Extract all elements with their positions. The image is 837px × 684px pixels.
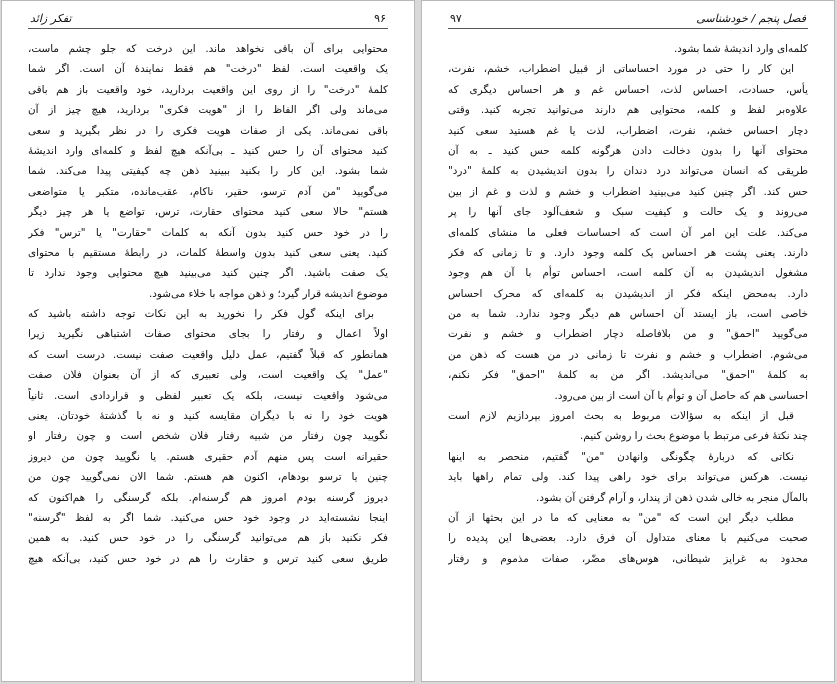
left-page-header — [28, 10, 388, 29]
text-line: اولاً اعمال و رفتار را بجای محتوای صفات اشتباهی نگیرید زیرا — [28, 328, 388, 341]
text-line: اینجا نشسته‌اید در وجود خود حس می‌کنید. شما اگر به لفظ "گرسنه" — [28, 511, 388, 524]
text-line: موضوع اندیشه قرار گیرد؛ و ذهن مواجه با خلاء می‌شود. — [148, 287, 388, 300]
text-line: می‌روند و یک حالت و کیفیت سبک و شعف‌آلود جای آنها را پر — [448, 206, 808, 219]
text-line: کلمهٔ "درخت" را از روی این واقعیت بردارید، خود واقعیت باز هم باقی — [28, 83, 388, 96]
text-line: این کار را حتی در مورد احساساتی از قبیل اضطراب، خشم، نفرت، — [448, 63, 794, 76]
text-line: احساسی هم که حاصل آن و توأم با آن است از بین می‌رود. — [554, 389, 808, 402]
text-line: صحبت می‌کنیم با معنای متداول آن فرق دارد. بعضی‌ها این پدیده را — [448, 532, 808, 545]
text-line: نگویید چون رفتار من شبیه رفتار فلان شخص است و چون رفتار او — [28, 430, 388, 443]
right-page-body — [448, 39, 808, 569]
text-line: نکاتی که دربارهٔ چگونگی وانهادن "من" گفتیم، منحصر به اینها — [448, 450, 794, 463]
text-line: باقی نمی‌ماند. یکی از صفات هویت فکری را در نظر بگیرید و سعی — [28, 124, 388, 137]
text-line: حس کند. اگر چنین کنید می‌بینید اضطراب و خشم و لذت و غم از بین — [448, 185, 808, 198]
text-line: را در خود حس کنید بدون آنکه به کلمات "حقارت" یا "ترس" فکر — [28, 226, 388, 239]
text-line: محتوای آنها را بدون دخالت دادن هرگونه کلمه حس کنید ـ به آن — [448, 144, 808, 157]
text-line: چند نکتهٔ فرعی مرتبط با موضوع بحث را روشن کنیم. — [579, 430, 808, 443]
text-line: می‌شود واقعیت نیست، بلکه یک تعبیر لفظی و قراردادی است. ثانیاً — [28, 389, 388, 402]
text-line: طریقی که انسان می‌تواند درد دندان را بدون اندیشیدن به کلمهٔ "درد" — [448, 165, 808, 178]
text-line: محدود به غرایز شیطانی، هوس‌های مضّر، صفات مذموم و رفتار — [448, 552, 808, 565]
text-line: نیست. هرکس می‌تواند برای خود راهی پیدا کند. ولی تمام راهها باید — [448, 471, 808, 484]
text-line: مشغول اندیشیدن به آن کلمه است، احساس توأم با آن هم وجود — [448, 267, 808, 280]
text-line: هستم" حالا سعی کنید محتوای حقارت، ترس، تواضع یا هر چیز دیگر — [28, 206, 388, 219]
text-line: طریق سعی کنید ترس و حقارت را هم در خود حس کنید، بی‌آنکه هیچ — [28, 552, 388, 565]
text-line: دیروز گرسنه بودم امروز هم گرسنه‌ام. بلکه گرسنگی را هم‌اکنون که — [28, 491, 388, 504]
text-line: دچار احساس خشم، نفرت، اضطراب، لذت یا غم هستید سعی کنید — [448, 124, 808, 137]
text-line: شما بشود. این کار را بکنید ببینید ذهن چه کیفیتی پیدا می‌کند. شما — [28, 165, 388, 178]
text-line: می‌گویید "احمق" و من بلافاصله دچار اضطراب و خشم و نفرت — [448, 328, 808, 341]
text-line: خاصی است، باز ایستد آن احساس هم دیگر وجود ندارد. شما به من — [448, 308, 808, 321]
text-line: قبل از اینکه به سؤالات مربوط به بحث امروز بپردازیم لازم است — [448, 410, 794, 423]
text-line: دارد. به‌محض اینکه فکر از اندیشیدن به کلمه‌ای که محرک احساس — [448, 287, 808, 300]
text-line: محتوایی برای آن باقی نخواهد ماند. این درخت که جلو چشم ماست، — [28, 43, 388, 55]
text-line: بالمآل منجر به خالی شدن ذهن از پندار، و آرام گرفتن آن بشود. — [536, 491, 808, 504]
right-page — [421, 0, 835, 682]
text-line: علاوه‌بر لفظ و کلمه، محتوایی هم دارند می‌توانید تجربه کنید. وقتی — [448, 104, 808, 117]
text-line: فکر نکنید باز هم می‌توانید گرسنگی را در خود حس کنید. به همین — [28, 532, 388, 545]
right-running-title: فصل پنجم / خودشناسی — [696, 12, 806, 25]
text-line: "عمل" یک واقعیت است، ولی تعبیری که از آن بعنوان فلان صفت — [28, 369, 388, 382]
text-line: یک صفت باشید. اگر چنین کنید می‌بینید هیچ محتوایی وجود ندارد تا — [28, 267, 388, 280]
text-line: یأس، حسادت، احساس لذت، احساس غم و هر احساس دیگری که — [448, 83, 808, 96]
text-line: هویت خود را نه با دیگران مقایسه کنید و نه با گذشتهٔ خودتان. یعنی — [28, 410, 388, 423]
text-line: چنین یا ترسو بودهام، اکنون هم هستم. شما الان نمی‌گویید چون من — [28, 471, 388, 484]
text-line: می‌شوم. اضطراب و خشم و نفرت تا زمانی در من هست که ذهن من — [448, 348, 808, 361]
text-line: به کلمهٔ "احمق" می‌اندیشد. اگر من به کلمهٔ "احمق" فکر نکنم، — [448, 369, 808, 382]
text-line: می‌گویید "من آدم ترسو، حقیر، ناکام، عقب‌مانده، متکبر یا متواضعی — [28, 185, 388, 198]
left-page — [1, 0, 415, 682]
text-line: حقیرانه است پس منهم آدم حقیری هستم. یا نگویید چون من دیروز — [28, 450, 388, 463]
left-page-number: ۹۶ — [374, 12, 386, 25]
text-line: کنید محتوای آن را حس کنید ـ بی‌آنکه هیچ لفظ و کلمه‌ای وارد اندیشهٔ — [28, 144, 388, 157]
text-line: برای اینکه گول فکر را نخورید به این نکات توجه داشته باشید که — [28, 308, 374, 321]
text-line: کنید. یعنی سعی کنید بدون واسطهٔ کلمات، در رابطهٔ مستقیم با محتوای — [28, 246, 388, 259]
right-page-header — [448, 10, 808, 29]
left-page-body — [28, 39, 388, 569]
text-line: همانطور که قبلاً گفتیم، عمل دلیل واقعیت صفت نیست. درست است که — [28, 348, 388, 361]
text-line: کلمه‌ای وارد اندیشهٔ شما بشود. — [673, 43, 808, 55]
text-line: دارند. یعنی پشت هر احساس یک کلمه وجود دارد. و تا زمانی که فکر — [448, 246, 808, 259]
text-line: یک واقعیت است. لفظ "درخت" هم فقط نمایندهٔ آن است. اگر شما — [28, 63, 388, 76]
right-page-number: ۹۷ — [450, 12, 462, 25]
left-running-title: تفکر زائد — [30, 12, 72, 25]
text-line: می‌کند. علت این امر آن است که احساسات فعلی ما منشای کلمه‌ای — [448, 226, 808, 239]
text-line: می‌ماند ولی اگر الفاظ را از "هویت فکری" بردارید، هیچ چیز از آن — [28, 104, 388, 117]
text-line: مطلب دیگر این است که "من" به معنایی که ما در این بحثها از آن — [448, 511, 794, 524]
